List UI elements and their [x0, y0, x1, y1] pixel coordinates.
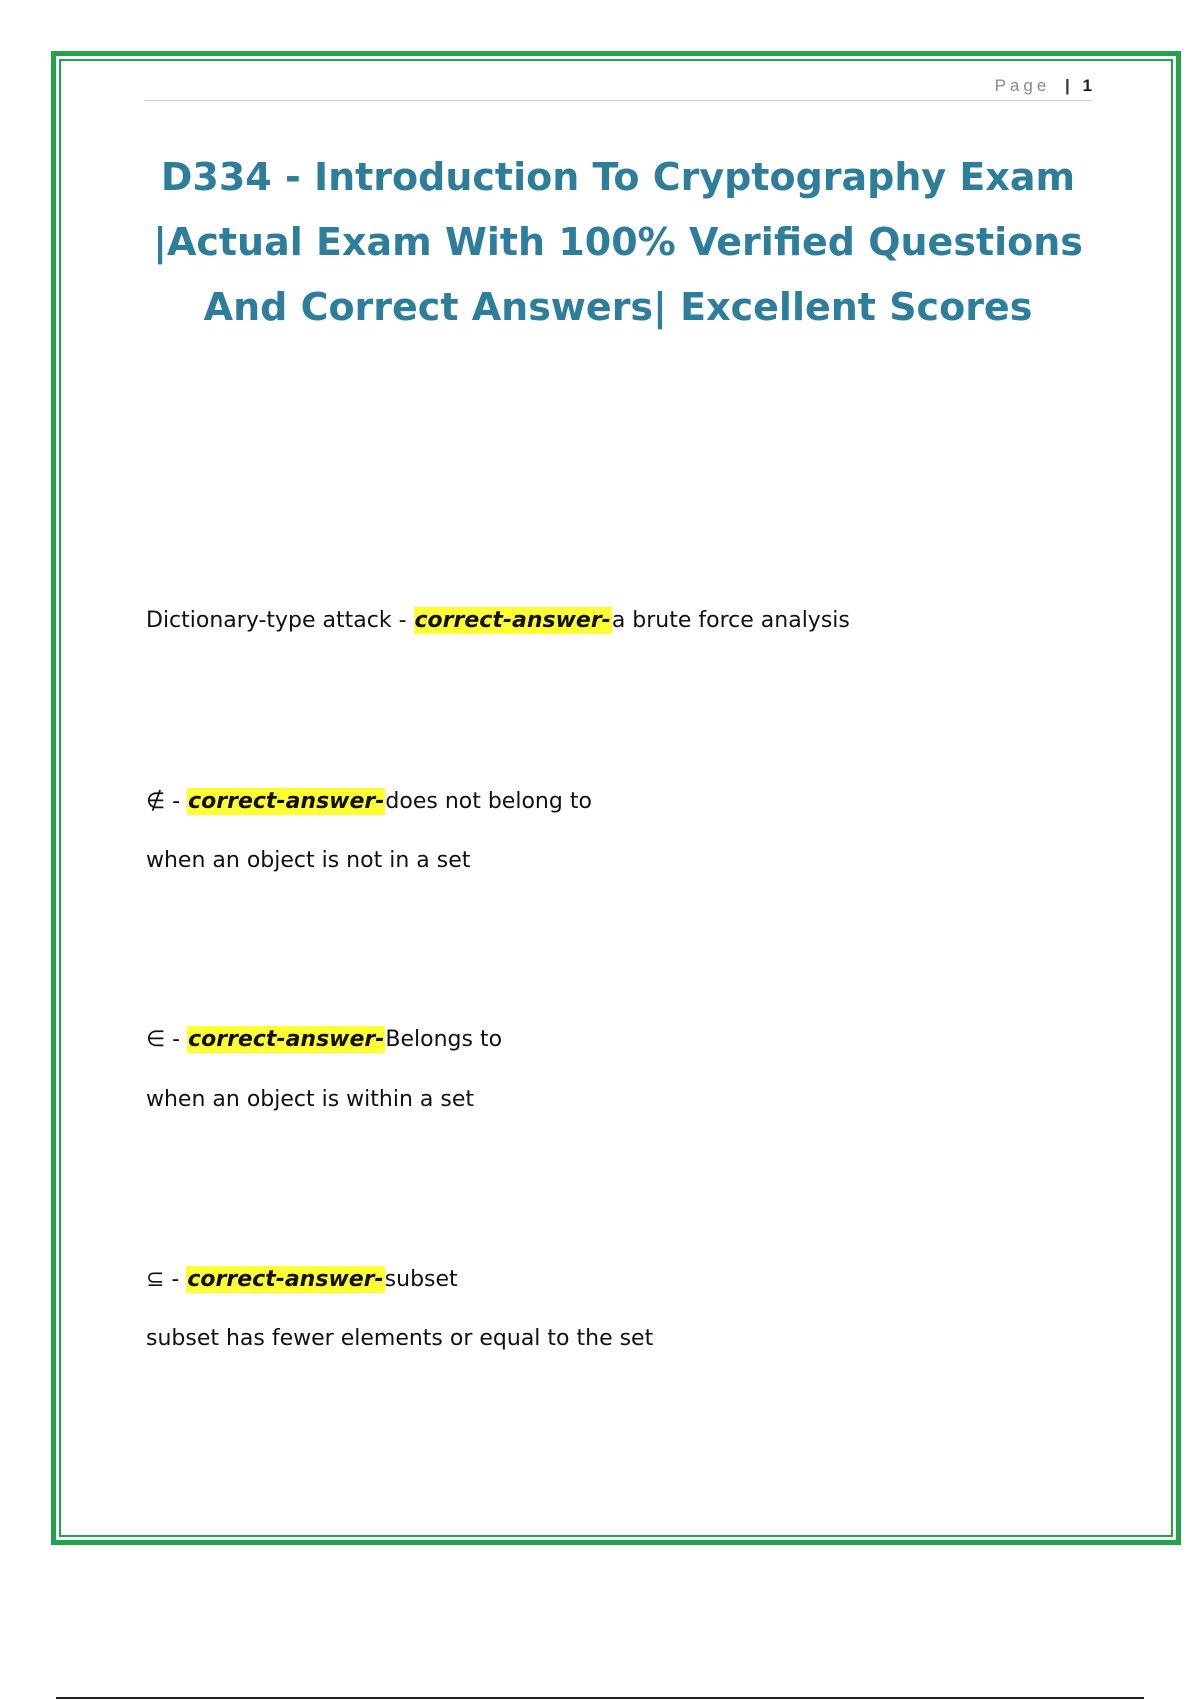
- entry-3-term: ∈ -: [146, 1027, 181, 1052]
- entry-2-marker: correct-answer-: [188, 789, 385, 814]
- entry-4-term: ⊆ -: [146, 1267, 180, 1292]
- entry-3-marker: correct-answer-: [188, 1027, 385, 1052]
- entry-3-line: [146, 1027, 502, 1052]
- entry-2-note: when an object is not in a set: [146, 848, 471, 873]
- entry-1-answer: a brute force analysis: [611, 608, 850, 633]
- entry-3-answer: Belongs to: [385, 1027, 503, 1052]
- bottom-rule: [56, 1697, 1144, 1699]
- entry-2-line: [146, 789, 592, 814]
- entry-4-marker: correct-answer-: [187, 1267, 384, 1292]
- entry-1-marker: correct-answer-: [414, 608, 611, 633]
- page-separator: |: [1065, 76, 1070, 95]
- entry-2-answer: does not belong to: [385, 789, 592, 814]
- page-label: Page: [994, 76, 1051, 95]
- page-number: 1: [1082, 76, 1092, 95]
- entry-4-line: [146, 1267, 458, 1292]
- entry-3-note: when an object is within a set: [146, 1087, 475, 1112]
- entry-1-line: [146, 608, 850, 633]
- entry-1-term: Dictionary-type attack -: [146, 608, 407, 633]
- entry-2-term: ∉ -: [146, 789, 181, 814]
- entry-4-note: subset has fewer elements or equal to the set: [146, 1326, 654, 1351]
- entry-4-answer: subset: [384, 1267, 458, 1292]
- page-header: [144, 76, 1092, 101]
- document-title: D334 - Introduction To Cryptography Exam |Actual Exam With 100% Verified Questions And Correct Answers| Excellent Scores: [153, 155, 1083, 329]
